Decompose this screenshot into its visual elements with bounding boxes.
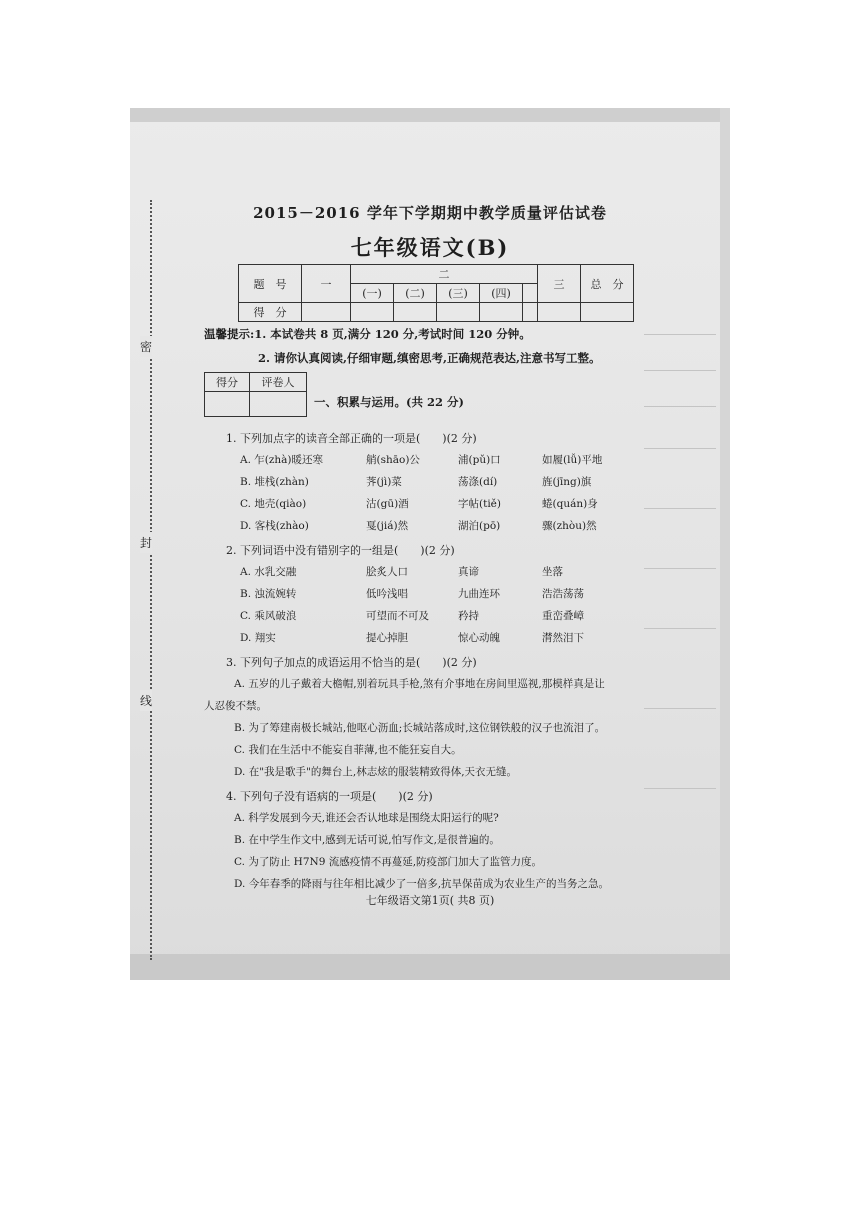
- bleed-through-line: [644, 406, 716, 407]
- option-text: B. 在中学生作文中,感到无话可说,怕写作文,是很普遍的。: [234, 834, 500, 846]
- option-text: 坐落: [542, 566, 563, 578]
- exam-title: 2015－2016 学年下学期期中教学质量评估试卷: [253, 204, 607, 222]
- option-text: 浦(pǔ)口: [458, 454, 501, 466]
- option-text: C. 我们在生活中不能妄自菲薄,也不能狂妄自大。: [234, 744, 462, 756]
- score-table-header-label: 题 号: [239, 265, 302, 303]
- score-cell[interactable]: [351, 303, 394, 322]
- bleed-through-line: [644, 628, 716, 629]
- score-table: [238, 264, 634, 322]
- option-text: D. 客栈(zhào): [240, 520, 309, 532]
- score-cell[interactable]: [394, 303, 437, 322]
- option-text: D. 在"我是歌手"的舞台上,林志炫的服装精致得体,天衣无缝。: [234, 766, 518, 778]
- score-table-subpart: (三): [437, 284, 480, 303]
- option-text: C. 地壳(qiào): [240, 498, 307, 510]
- scan-shadow-bottom: [130, 954, 730, 980]
- grader-score-cell[interactable]: [205, 392, 250, 417]
- option-text: 荠(jì)菜: [366, 476, 402, 488]
- question-stem: 2. 下列词语中没有错别字的一组是( )(2 分): [226, 544, 455, 557]
- bleed-through-line: [644, 708, 716, 709]
- option-text: 九曲连环: [458, 588, 500, 600]
- scanned-exam-page: [130, 108, 730, 980]
- option-text: 人忍俊不禁。: [204, 700, 267, 712]
- option-text: 可望而不可及: [366, 610, 429, 622]
- score-cell[interactable]: [523, 303, 538, 322]
- option-text: B. 为了筹建南极长城站,他呕心沥血;长城站落成时,这位钢铁般的汉子也流泪了。: [234, 722, 606, 734]
- grader-name-cell[interactable]: [250, 392, 307, 417]
- exam-subject-title: 七年级语文(B): [350, 235, 510, 260]
- score-table-subpart: (一): [351, 284, 394, 303]
- option-text: 字帖(tiě): [458, 498, 501, 510]
- bleed-through-line: [644, 788, 716, 789]
- option-text: A. 水乳交融: [240, 566, 297, 578]
- notice-line-2: 2. 请你认真阅读,仔细审题,缜密思考,正确规范表达,注意书写工整。: [258, 351, 601, 365]
- question-stem: 4. 下列句子没有语病的一项是( )(2 分): [226, 790, 433, 803]
- option-text: B. 浊流婉转: [240, 588, 297, 600]
- option-text: 沽(gū)酒: [366, 498, 409, 510]
- option-text: 蜷(quán)身: [542, 498, 598, 510]
- option-text: 真谛: [458, 566, 479, 578]
- seal-mark-xian: 线: [140, 690, 152, 711]
- option-text: 艄(shāo)公: [366, 454, 420, 466]
- option-text: A. 乍(zhà)暖还寒: [240, 454, 324, 466]
- option-text: 低吟浅唱: [366, 588, 408, 600]
- score-table-total: 总 分: [581, 265, 634, 303]
- option-text: 荡涤(dí): [458, 476, 498, 488]
- score-table-subpart: (二): [394, 284, 437, 303]
- option-text: A. 科学发展到今天,谁还会否认地球是围绕太阳运行的呢?: [234, 812, 499, 824]
- bleed-through-line: [644, 370, 716, 371]
- bleed-through-line: [644, 334, 716, 335]
- bleed-through-line: [644, 448, 716, 449]
- score-table-subpart-empty: [523, 284, 538, 303]
- seal-mark-mi: 密: [140, 336, 152, 357]
- option-text: 脍炙人口: [366, 566, 408, 578]
- option-text: 矜持: [458, 610, 479, 622]
- option-text: 湖泊(pō): [458, 520, 501, 532]
- grader-name-label: 评卷人: [250, 373, 307, 392]
- score-table-part-three: 三: [538, 265, 581, 303]
- option-text: C. 乘风破浪: [240, 610, 297, 622]
- score-cell[interactable]: [302, 303, 351, 322]
- option-text: D. 翔实: [240, 632, 276, 644]
- grader-box: [204, 372, 307, 417]
- section-title: 一、积累与运用。(共 22 分): [314, 395, 464, 409]
- option-text: 戛(jiá)然: [366, 520, 409, 532]
- page-footer: 七年级语文第1页( 共8 页): [365, 894, 495, 907]
- score-table-score-label: 得 分: [239, 303, 302, 322]
- option-text: 骤(zhòu)然: [542, 520, 597, 532]
- option-text: C. 为了防止 H7N9 流感疫情不再蔓延,防疫部门加大了监管力度。: [234, 856, 543, 868]
- option-text: A. 五岁的儿子戴着大檐帽,别着玩具手枪,煞有介事地在房间里巡视,那模样真是让: [234, 678, 605, 690]
- bleed-through-line: [644, 568, 716, 569]
- option-text: B. 堆栈(zhàn): [240, 476, 309, 488]
- notice-line-1: 温馨提示:1. 本试卷共 8 页,满分 120 分,考试时间 120 分钟。: [204, 327, 531, 341]
- score-cell[interactable]: [480, 303, 523, 322]
- score-cell[interactable]: [538, 303, 581, 322]
- option-text: 旌(jīng)旗: [542, 476, 592, 488]
- score-table-part-one: 一: [302, 265, 351, 303]
- score-cell[interactable]: [581, 303, 634, 322]
- grader-score-label: 得分: [205, 373, 250, 392]
- score-table-part-two: 二: [351, 265, 538, 284]
- option-text: D. 今年春季的降雨与往年相比减少了一倍多,抗旱保苗成为农业生产的当务之急。: [234, 878, 610, 890]
- option-text: 重峦叠嶂: [542, 610, 584, 622]
- score-table-subpart: (四): [480, 284, 523, 303]
- option-text: 如履(lǚ)平地: [542, 454, 603, 466]
- option-text: 提心掉胆: [366, 632, 408, 644]
- binding-dotted-line: [150, 200, 152, 960]
- option-text: 潸然泪下: [542, 632, 584, 644]
- question-stem: 1. 下列加点字的读音全部正确的一项是( )(2 分): [226, 432, 477, 445]
- option-text: 惊心动魄: [458, 632, 500, 644]
- question-stem: 3. 下列句子加点的成语运用不恰当的是( )(2 分): [226, 656, 477, 669]
- scan-shadow-top: [130, 108, 730, 122]
- seal-mark-feng: 封: [140, 532, 152, 553]
- bleed-through-line: [644, 508, 716, 509]
- option-text: 浩浩荡荡: [542, 588, 584, 600]
- score-cell[interactable]: [437, 303, 480, 322]
